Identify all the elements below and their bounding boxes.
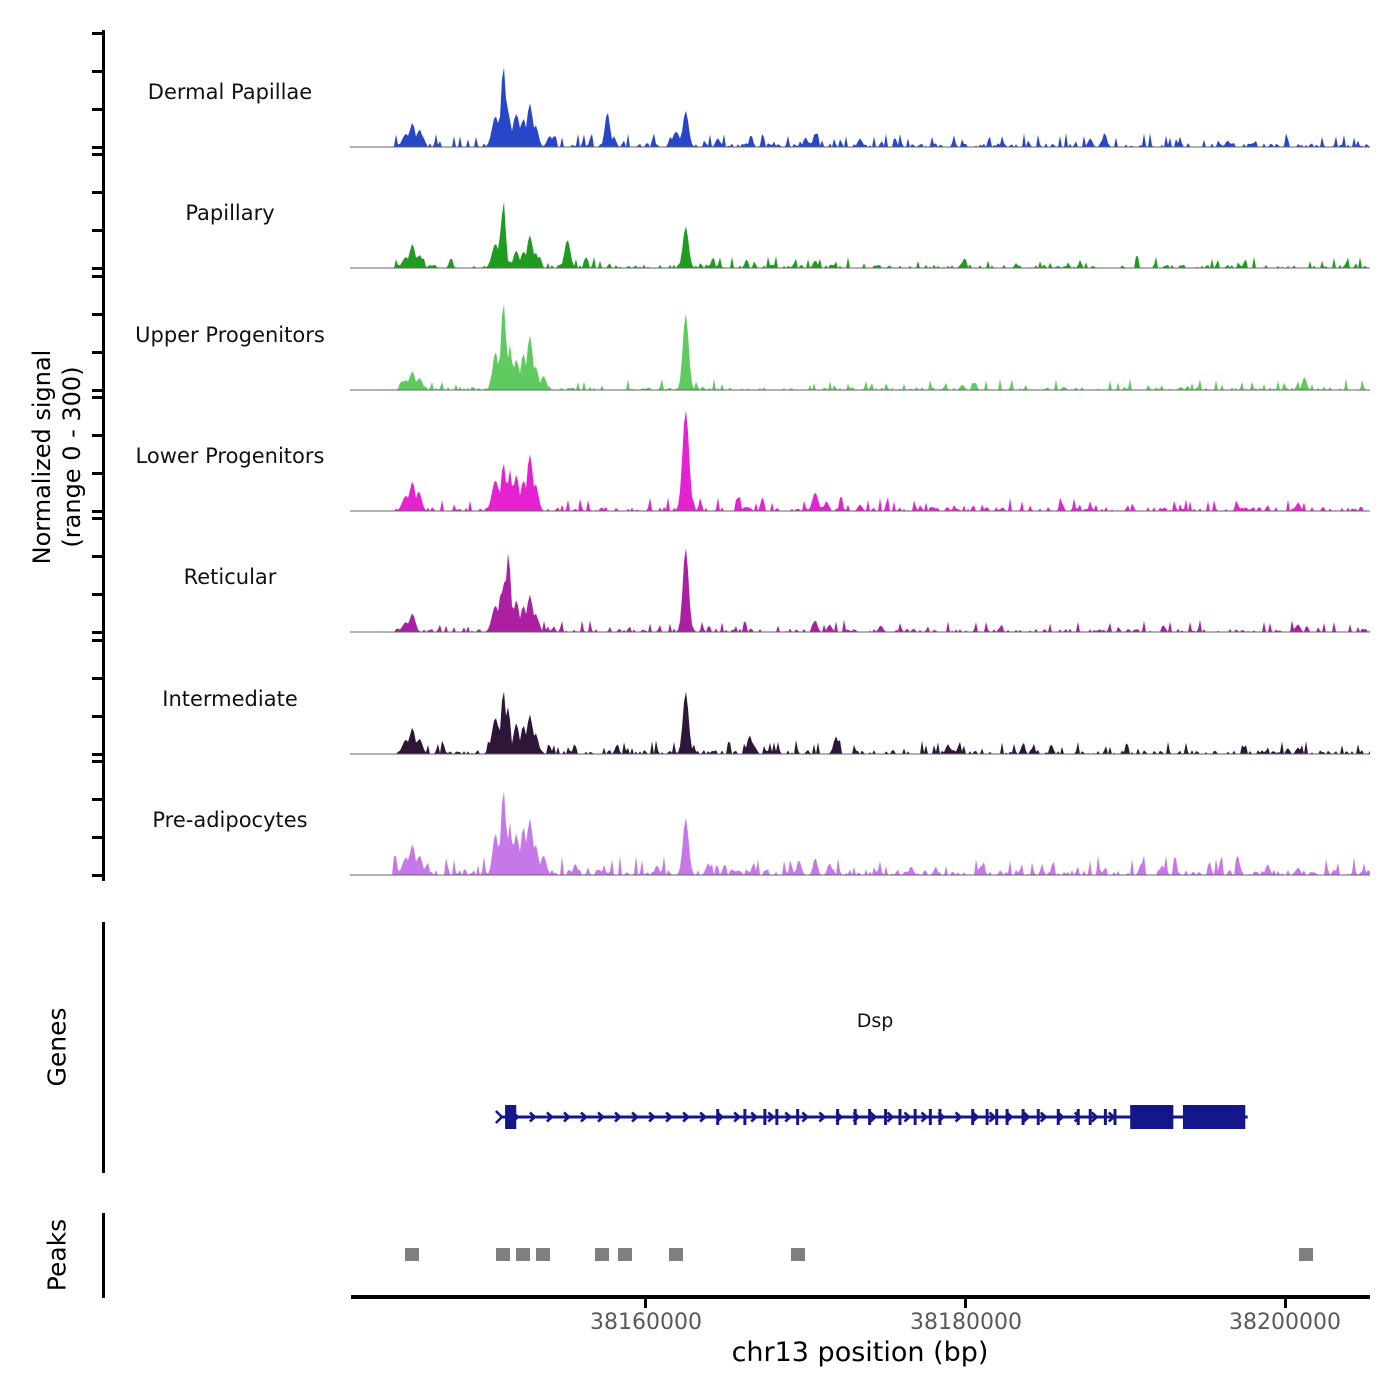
signal-track-pre-adipocytes xyxy=(350,761,1370,876)
signal-y-tick xyxy=(92,434,102,437)
signal-track-dermal-papillae xyxy=(350,33,1370,148)
peak-interval xyxy=(791,1248,805,1261)
signal-y-tick xyxy=(92,715,102,718)
track-label-pre-adipocytes: Pre-adipocytes xyxy=(152,808,308,832)
signal-y-tick xyxy=(92,313,102,316)
signal-y-tick xyxy=(92,389,102,392)
peak-interval xyxy=(536,1248,550,1261)
x-axis-tick-label: 38180000 xyxy=(910,1310,1022,1335)
genes-y-axis-line xyxy=(102,922,105,1173)
gene-exon-tick xyxy=(938,1109,941,1125)
signal-y-tick xyxy=(92,874,102,877)
gene-exon-tick xyxy=(1006,1109,1009,1125)
signal-y-tick xyxy=(92,631,102,634)
signal-y-tick xyxy=(92,593,102,596)
gene-exon-tick xyxy=(836,1109,839,1125)
signal-y-tick xyxy=(92,267,102,270)
gene-exon-tick xyxy=(971,1109,974,1125)
signal-y-tick xyxy=(92,836,102,839)
genes-section-label: Genes xyxy=(42,1007,72,1087)
x-axis-title: chr13 position (bp) xyxy=(731,1337,989,1368)
gene-end-exon-block xyxy=(1130,1105,1173,1129)
track-label-lower-progenitors: Lower Progenitors xyxy=(135,444,325,468)
signal-y-tick xyxy=(92,108,102,111)
x-axis-tick xyxy=(1284,1299,1287,1308)
gene-exon-tick xyxy=(884,1109,887,1125)
signal-area-dermal-papillae xyxy=(350,67,1370,147)
signal-area-reticular xyxy=(350,548,1370,632)
gene-exon-tick xyxy=(1104,1109,1107,1125)
gene-exon-tick xyxy=(1037,1109,1040,1125)
signal-y-tick xyxy=(92,639,102,642)
signal-area-intermediate xyxy=(350,691,1370,753)
gene-end-exon-block xyxy=(1183,1105,1245,1129)
y-axis-title-line2: (range 0 - 300) xyxy=(58,366,86,548)
gene-exon-tick xyxy=(1057,1109,1060,1125)
gene-exon-tick xyxy=(986,1109,989,1125)
signal-track-papillary xyxy=(350,154,1370,269)
signal-y-tick xyxy=(92,396,102,399)
signal-y-tick xyxy=(92,677,102,680)
gene-exon-tick xyxy=(775,1109,778,1125)
peak-interval xyxy=(405,1248,419,1261)
gene-exon-tick xyxy=(898,1109,901,1125)
signal-y-tick xyxy=(92,555,102,558)
signal-y-tick xyxy=(92,275,102,278)
signal-y-tick xyxy=(92,70,102,73)
peak-interval xyxy=(595,1248,609,1261)
gene-exon-tick xyxy=(929,1109,932,1125)
gene-exon-tick xyxy=(743,1109,746,1125)
gene-start-exon xyxy=(505,1105,516,1129)
peak-interval xyxy=(1299,1248,1313,1261)
signal-y-tick xyxy=(92,510,102,513)
signal-y-tick xyxy=(92,798,102,801)
peaks-y-axis-line xyxy=(102,1213,105,1298)
signal-y-tick xyxy=(92,517,102,520)
signal-y-tick xyxy=(92,32,102,35)
gene-exon-tick xyxy=(1089,1109,1092,1125)
gene-exon-tick xyxy=(1022,1109,1025,1125)
signal-area-lower-progenitors xyxy=(350,410,1370,511)
track-label-upper-progenitors: Upper Progenitors xyxy=(135,323,325,347)
signal-y-tick xyxy=(92,760,102,763)
x-axis-line xyxy=(351,1295,1370,1299)
signal-track-reticular xyxy=(350,518,1370,633)
track-label-dermal-papillae: Dermal Papillae xyxy=(147,80,313,104)
gene-exon-tick xyxy=(716,1109,719,1125)
track-label-reticular: Reticular xyxy=(183,565,277,589)
gene-start-arrow xyxy=(496,1111,502,1123)
signal-y-tick xyxy=(92,472,102,475)
gene-exon-tick xyxy=(763,1109,766,1125)
peaks-section-label: Peaks xyxy=(42,1218,72,1292)
peak-interval xyxy=(618,1248,632,1261)
peak-interval xyxy=(496,1248,510,1261)
signal-y-tick xyxy=(92,753,102,756)
gene-exon-tick xyxy=(796,1109,799,1125)
signal-y-tick xyxy=(92,191,102,194)
gene-exon-tick xyxy=(868,1109,871,1125)
x-axis-tick-label: 38200000 xyxy=(1229,1310,1341,1335)
gene-exon-tick xyxy=(914,1109,917,1125)
x-axis-tick xyxy=(964,1299,967,1308)
signal-track-lower-progenitors xyxy=(350,397,1370,512)
x-axis-tick-label: 38160000 xyxy=(590,1310,702,1335)
y-axis-title-line1: Normalized signal xyxy=(28,349,56,565)
gene-name-label: Dsp xyxy=(856,1010,894,1032)
signal-y-tick xyxy=(92,351,102,354)
y-axis-title xyxy=(27,350,87,565)
signal-y-axis-line xyxy=(102,30,105,881)
track-label-intermediate: Intermediate xyxy=(162,687,298,711)
signal-area-papillary xyxy=(350,202,1370,268)
signal-y-tick xyxy=(92,229,102,232)
track-label-papillary: Papillary xyxy=(185,201,275,225)
signal-area-pre-adipocytes xyxy=(350,791,1370,875)
signal-y-tick xyxy=(92,146,102,149)
signal-track-upper-progenitors xyxy=(350,276,1370,391)
signal-track-intermediate xyxy=(350,640,1370,755)
peak-interval xyxy=(669,1248,683,1261)
gene-exon-tick xyxy=(854,1109,857,1125)
x-axis-tick xyxy=(644,1299,647,1308)
gene-model-dsp xyxy=(350,1090,1370,1146)
peak-interval xyxy=(516,1248,530,1261)
signal-area-upper-progenitors xyxy=(350,303,1370,389)
signal-y-tick xyxy=(92,153,102,156)
